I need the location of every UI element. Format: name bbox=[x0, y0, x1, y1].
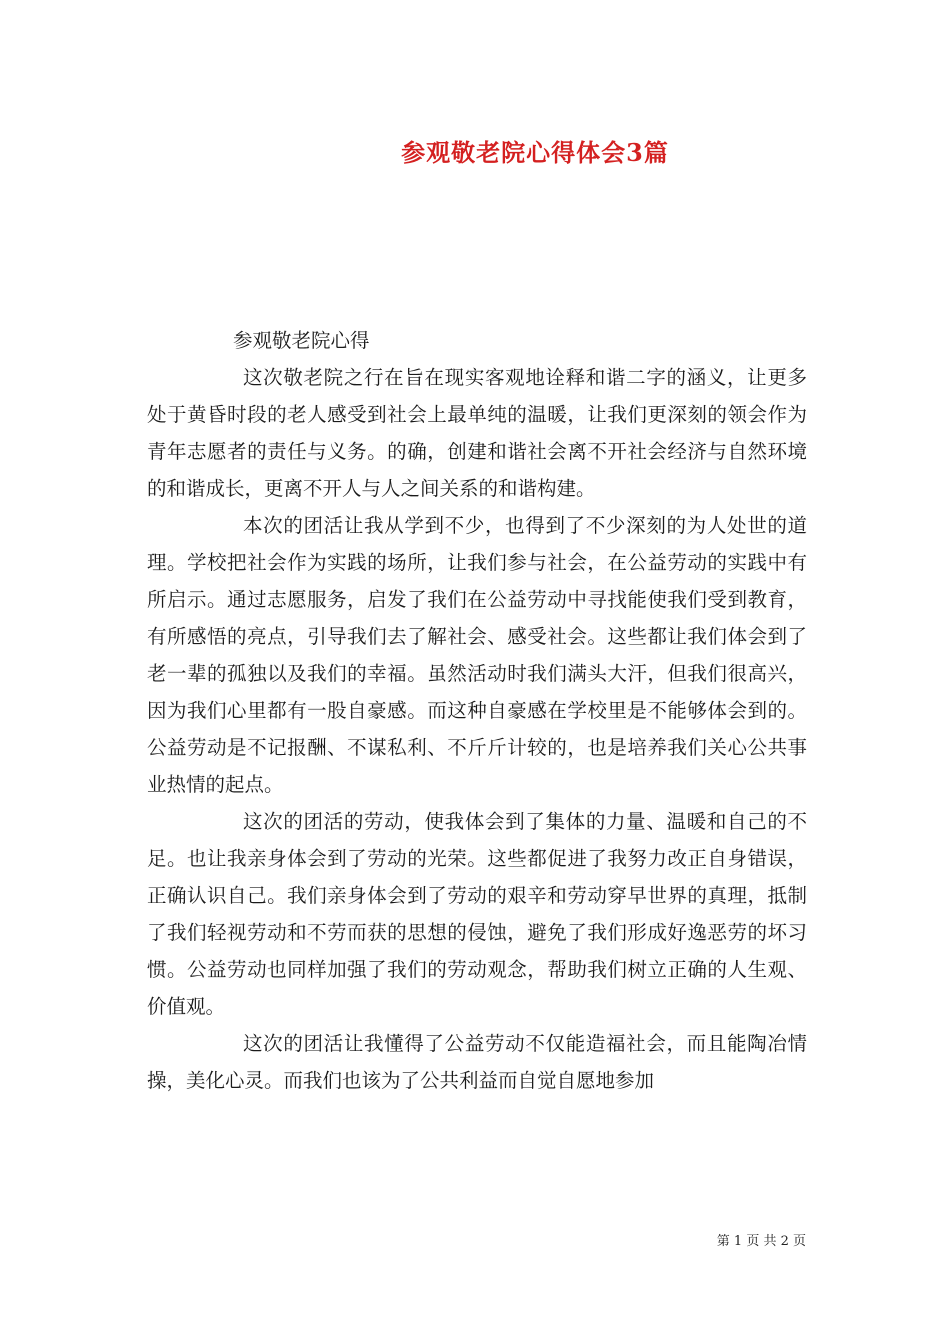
paragraph-1: 这次敬老院之行在旨在现实客观地诠释和谐二字的涵义，让更多处于黄昏时段的老人感受到社会上最单纯的温暖，让我们更深刻的领会作为青年志愿者的责任与义务。的确，创建和谐社会离不开社会经济与自然环境的和谐成长，更离不开人与人之间关系的和谐构建。 bbox=[147, 366, 807, 500]
document-body bbox=[147, 322, 807, 1099]
paragraph-3: 这次的团活的劳动，使我体会到了集体的力量、温暖和自己的不足。也让我亲身体会到了劳动的光荣。这些都促进了我努力改正自身错误，正确认识自己。我们亲身体会到了劳动的艰辛和劳动穿早世界的真理，抵制了我们轻视劳动和不劳而获的思想的侵蚀，避免了我们形成好逸恶劳的坏习惯。公益劳动也同样加强了我们的劳动观念，帮助我们树立正确的人生观、价值观。 bbox=[147, 810, 807, 1018]
section-subtitle: 参观敬老院心得 bbox=[233, 329, 370, 352]
page-number-footer: 第 1 页 共 2 页 bbox=[716, 1234, 806, 1249]
document-title: 参观敬老院心得体会3篇 bbox=[401, 138, 669, 167]
paragraph-4: 这次的团活让我懂得了公益劳动不仅能造福社会，而且能陶冶情操，美化心灵。而我们也该为了公共利益而自觉自愿地参加 bbox=[147, 1032, 807, 1092]
paragraph-2: 本次的团活让我从学到不少，也得到了不少深刻的为人处世的道理。学校把社会作为实践的场所，让我们参与社会，在公益劳动的实践中有所启示。通过志愿服务，启发了我们在公益劳动中寻找能使我们受到教育，有所感悟的亮点，引导我们去了解社会、感受社会。这些都让我们体会到了老一辈的孤独以及我们的幸福。虽然活动时我们满头大汗，但我们很高兴，因为我们心里都有一股自豪感。而这种自豪感在学校里是不能够体会到的。公益劳动是不记报酬、不谋私利、不斤斤计较的，也是培养我们关心公共事业热情的起点。 bbox=[147, 514, 807, 796]
